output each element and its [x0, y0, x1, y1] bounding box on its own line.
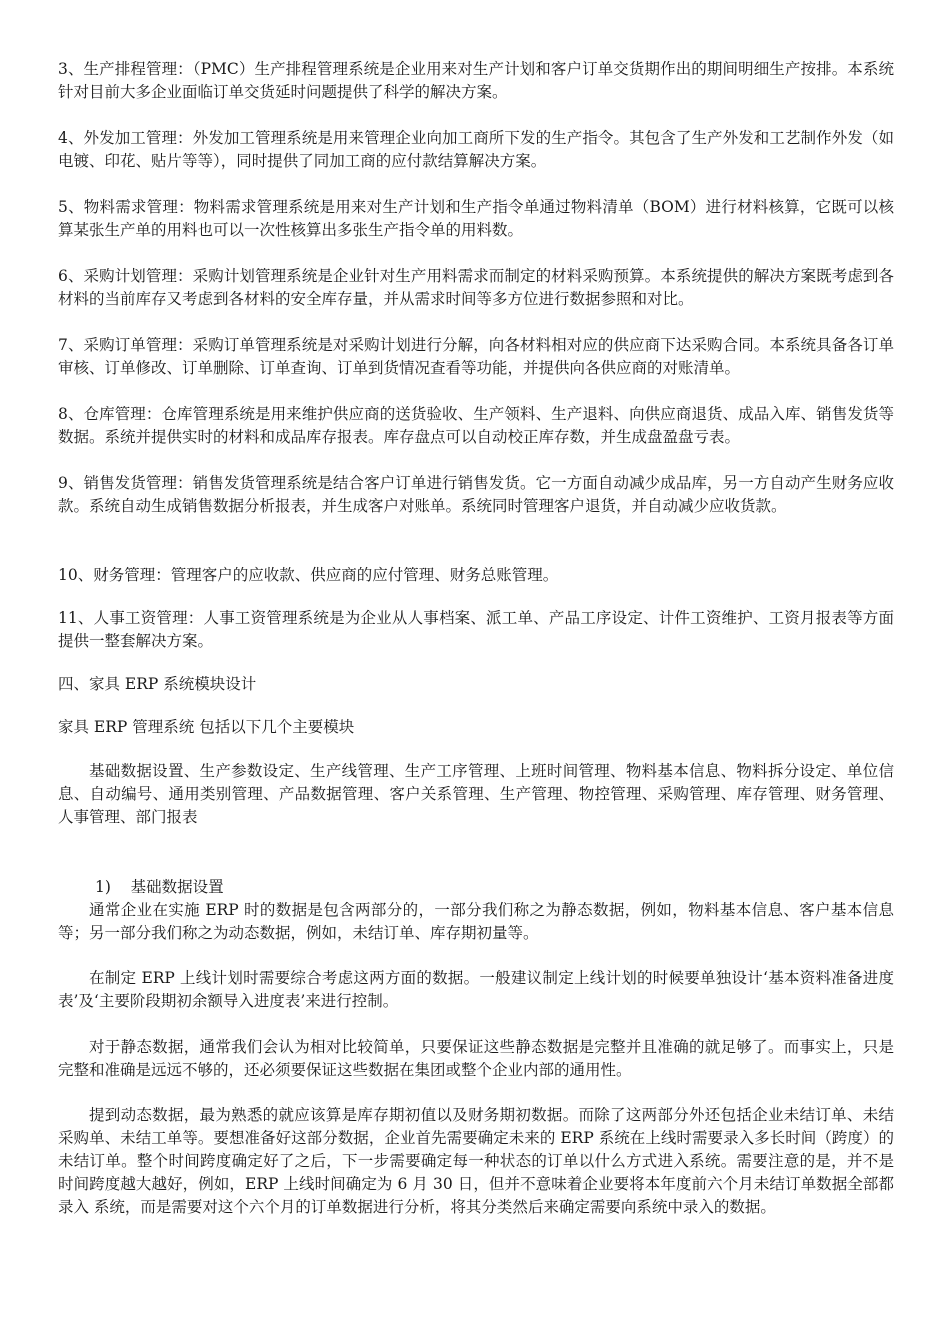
item-3-pmc: 3、生产排程管理：（PMC）生产排程管理系统是企业用来对生产计划和客户订单交货期作出的期间明细生产按排。本系统针对目前大多企业面临订单交货延时问题提供了科学的解决方案。 [58, 60, 894, 101]
item-7-purchase-orders: 7、采购订单管理：采购订单管理系统是对采购计划进行分解，向各材料相对应的供应商下达采购合同。本系统具备各订单审核、订单修改、订单删除、订单查询、订单到货情况查看等功能，并提供向各供应商的对账清单。 [58, 336, 894, 377]
modules-list: 基础数据设置、生产参数设定、生产线管理、生产工序管理、上班时间管理、物料基本信息、物料拆分设定、单位信息、自动编号、通用类别管理、产品数据管理、客户关系管理、生产管理、物控管理、采购管理、库存管理、财务管理、人事管理、部门报表 [58, 762, 894, 826]
item-11-hr-payroll: 11、人事工资管理：人事工资管理系统是为企业从人事档案、派工单、产品工序设定、计件工资维护、工资月报表等方面提供一整套解决方案。 [58, 609, 894, 650]
section-intro: 家具 ERP 管理系统 包括以下几个主要模块 [58, 718, 355, 736]
paragraph-static-dynamic: 通常企业在实施 ERP 时的数据是包含两部分的，一部分我们称之为静态数据，例如，物料基本信息、客户基本信息等；另一部分我们称之为动态数据，例如，未结订单、库存期初量等。 [58, 901, 894, 942]
paragraph-static-data: 对于静态数据，通常我们会认为相对比较简单，只要保证这些静态数据是完整并且准确的就足够了。而事实上，只是完整和准确是远远不够的，还必须要保证这些数据在集团或整个企业内部的通用性。 [58, 1038, 894, 1079]
section-heading: 四、家具 ERP 系统模块设计 [58, 675, 257, 693]
item-5-material-requirements: 5、物料需求管理：物料需求管理系统是用来对生产计划和生产指令单通过物料清单（BOM）进行材料核算，它既可以核算某张生产单的用料也可以一次性核算出多张生产指令单的用料数。 [58, 198, 894, 239]
paragraph-dynamic-data: 提到动态数据，最为熟悉的就应该算是库存期初值以及财务期初数据。而除了这两部分外还包括企业未结订单、未结采购单、未结工单等。要想准备好这部分数据，企业首先需要确定未来的 ERP 系统在上线时需要录入多长时间（跨度）的未结订单。整个时间跨度确定好了之后，下一步需要确定每一种状态的订单以什么方式进入系统。需要注意的是，并不是时间跨度越大越好，例如，ERP 上线时间确定为 6 月 30 日，但并不意味着企业要将本年度前六个月未结订单数据全部都录入 系统，而是需要对这个六个月的订单数据进行分析，将其分类然后来确定需要向系统中录入的数据。 [58, 1106, 894, 1216]
item-9-sales-delivery: 9、销售发货管理：销售发货管理系统是结合客户订单进行销售发货。它一方面自动减少成品库，另一方自动产生财务应收款。系统自动生成销售数据分析报表，并生成客户对账单。系统同时管理客户退货，并自动减少应收货款。 [58, 474, 894, 515]
item-10-finance: 10、财务管理：管理客户的应收款、供应商的应付管理、财务总账管理。 [58, 566, 559, 584]
item-8-warehouse: 8、仓库管理：仓库管理系统是用来维护供应商的送货验收、生产领料、生产退料、向供应商退货、成品入库、销售发货等数据。系统并提供实时的材料和成品库存报表。库存盘点可以自动校正库存数，并生成盘盈盘亏表。 [58, 405, 894, 446]
item-6-purchase-planning: 6、采购计划管理：采购计划管理系统是企业针对生产用料需求而制定的材料采购预算。本系统提供的解决方案既考虑到各材料的当前库存又考虑到各材料的安全库存量，并从需求时间等多方位进行数据参照和对比。 [58, 267, 894, 308]
item-4-outsourcing: 4、外发加工管理：外发加工管理系统是用来管理企业向加工商所下发的生产指令。其包含了生产外发和工艺制作外发（如电镀、印花、贴片等等），同时提供了同加工商的应付款结算解决方案。 [58, 129, 894, 170]
subsection-title: 1) 基础数据设置 [95, 878, 224, 896]
paragraph-go-live-plan: 在制定 ERP 上线计划时需要综合考虑这两方面的数据。一般建议制定上线计划的时候要单独设计‘基本资料准备进度表’及‘主要阶段期初余额导入进度表’来进行控制。 [58, 969, 894, 1010]
